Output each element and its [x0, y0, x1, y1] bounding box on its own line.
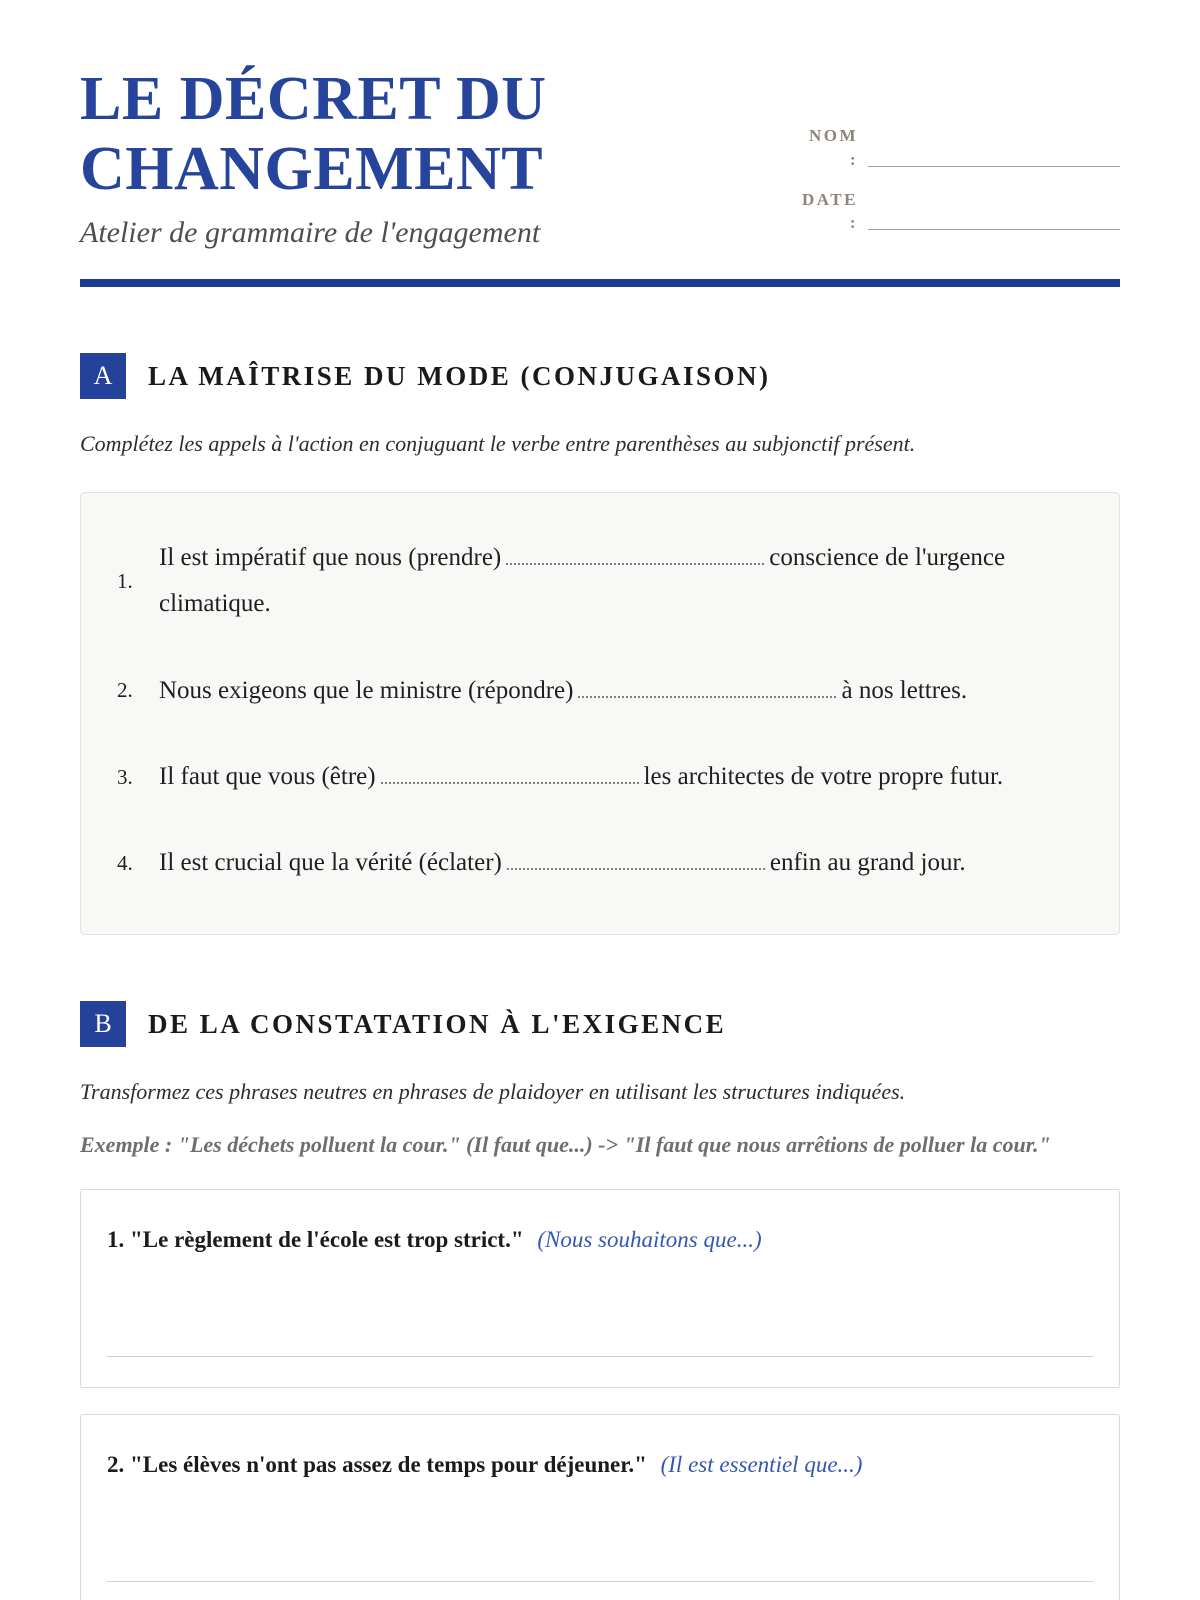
page-subtitle: Atelier de grammaire de l'engagement [80, 216, 541, 250]
date-label: DATE : [802, 189, 858, 233]
item-text-after: enfin au grand jour. [769, 849, 966, 877]
card-prompt [107, 1224, 1093, 1256]
card-prompt [107, 1449, 1093, 1481]
section-b-example: Exemple : "Les déchets polluent la cour." (Il faut que...) -> "Il faut que nous arrêtions de polluer la cour." [80, 1132, 1051, 1158]
item-text-before: Nous exigeons que le ministre (répondre) [159, 676, 574, 704]
header-divider [80, 279, 1120, 287]
transformation-card-2 [80, 1414, 1120, 1600]
transformation-card-1 [80, 1189, 1120, 1388]
item-number: 4. [117, 850, 133, 875]
section-a-badge: A [80, 353, 126, 399]
exercise-item-2 [117, 668, 1089, 714]
title-block [80, 64, 640, 251]
date-field [800, 188, 1120, 236]
prompt-hint: (Nous souhaitons que...) [537, 1226, 762, 1252]
section-b-instruction: Transformez ces phrases neutres en phrases de plaidoyer en utilisant les structures indiquées. [80, 1079, 906, 1105]
item-text-after: les architectes de votre propre futur. [643, 762, 1004, 790]
item-text [159, 754, 1003, 800]
exercise-item-1 [117, 535, 1089, 628]
name-date-block [800, 64, 1120, 251]
item-text [159, 668, 967, 714]
conjugation-exercise-box [80, 492, 1120, 935]
item-text-before: Il est crucial que la vérité (éclater) [159, 849, 502, 877]
answer-write-line [107, 1581, 1093, 1582]
section-a-title: LA MAÎTRISE DU MODE (CONJUGAISON) [148, 360, 771, 391]
fill-in-blank [507, 849, 765, 870]
item-text [159, 840, 966, 886]
exercise-item-3 [117, 754, 1089, 800]
document-header [80, 64, 1120, 251]
item-text-after: conscience de l'urgence climatique. [159, 544, 1006, 618]
item-number: 1. [117, 568, 133, 593]
section-b-heading [80, 1001, 1120, 1047]
name-label: NOM : [808, 126, 858, 169]
item-text-before: Il est impératif que nous (prendre) [159, 544, 502, 572]
section-a-instruction: Complétez les appels à l'action en conjuguant le verbe entre parenthèses au subjonctif présent. [80, 431, 916, 457]
section-b-title: DE LA CONSTATATION À L'EXIGENCE [148, 1008, 727, 1039]
date-write-line [868, 229, 1120, 230]
answer-write-line [107, 1356, 1093, 1357]
item-text-before: Il faut que vous (être) [159, 762, 376, 790]
exercise-item-4 [117, 840, 1089, 886]
fill-in-blank [506, 544, 764, 565]
section-a-heading [80, 353, 1120, 399]
name-field [800, 124, 1120, 172]
fill-in-blank [578, 676, 836, 697]
prompt-statement: 2. "Les élèves n'ont pas assez de temps pour déjeuner." [107, 1451, 647, 1477]
item-number: 2. [117, 678, 133, 703]
name-write-line [868, 166, 1120, 167]
item-text-after: à nos lettres. [841, 676, 968, 704]
fill-in-blank [381, 763, 639, 784]
page-title: LE DÉCRET DU CHANGEMENT [80, 65, 547, 204]
prompt-hint: (Il est essentiel que...) [660, 1451, 863, 1477]
item-number: 3. [117, 764, 133, 789]
item-text [159, 535, 1089, 628]
prompt-statement: 1. "Le règlement de l'école est trop strict." [107, 1226, 524, 1252]
section-b-badge: B [80, 1001, 126, 1047]
